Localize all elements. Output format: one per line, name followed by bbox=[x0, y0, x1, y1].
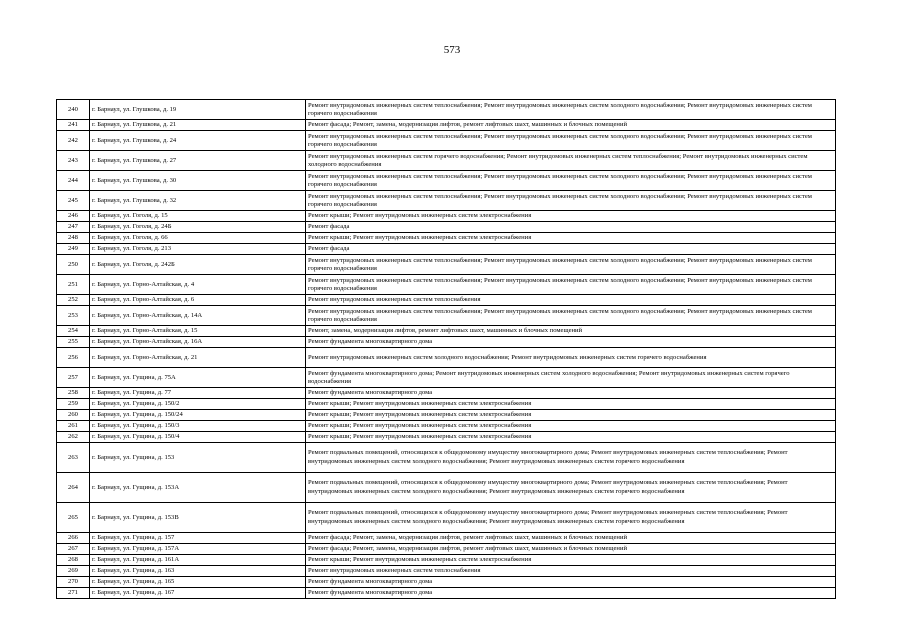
row-works: Ремонт крыши; Ремонт внутридомовых инженерных систем электроснабжения bbox=[306, 421, 836, 432]
row-works: Ремонт фундамента многоквартирного дома bbox=[306, 588, 836, 599]
row-works: Ремонт подвальных помещений, относящихся к общедомовому имуществу многоквартирного дома; Ремонт внутридомовых инженерных систем теплоснабжения; Ремонт внутридомовых инженерных систем холодного водоснабжения; Ремонт внутридомовых инженерных систем горячего водоснабжения bbox=[306, 503, 836, 533]
row-number: 265 bbox=[57, 503, 90, 533]
row-address: г. Барнаул, ул. Горно-Алтайская, д. 6 bbox=[90, 295, 306, 306]
row-works: Ремонт фундамента многоквартирного дома bbox=[306, 337, 836, 348]
row-number: 244 bbox=[57, 171, 90, 191]
row-works: Ремонт крыши; Ремонт внутридомовых инженерных систем электроснабжения bbox=[306, 555, 836, 566]
row-works: Ремонт внутридомовых инженерных систем холодного водоснабжения; Ремонт внутридомовых инженерных систем горячего водоснабжения bbox=[306, 348, 836, 368]
row-address: г. Барнаул, ул. Гущина, д. 150/24 bbox=[90, 410, 306, 421]
table-row bbox=[57, 566, 836, 577]
table-row bbox=[57, 151, 836, 171]
page-number: 573 bbox=[443, 44, 461, 56]
row-works: Ремонт внутридомовых инженерных систем теплоснабжения; Ремонт внутридомовых инженерных систем холодного водоснабжения; Ремонт внутридомовых инженерных систем горячего водоснабжения bbox=[306, 100, 836, 120]
row-number: 247 bbox=[57, 222, 90, 233]
row-number: 271 bbox=[57, 588, 90, 599]
table-row bbox=[57, 410, 836, 421]
row-works: Ремонт крыши; Ремонт внутридомовых инженерных систем электроснабжения bbox=[306, 432, 836, 443]
row-number: 245 bbox=[57, 191, 90, 211]
table-row bbox=[57, 255, 836, 275]
row-number: 264 bbox=[57, 473, 90, 503]
table-row bbox=[57, 555, 836, 566]
table-row bbox=[57, 131, 836, 151]
row-address: г. Барнаул, ул. Гущина, д. 163 bbox=[90, 566, 306, 577]
row-address: г. Барнаул, ул. Глушкова, д. 21 bbox=[90, 120, 306, 131]
table-row bbox=[57, 337, 836, 348]
row-address: г. Барнаул, ул. Глушкова, д. 19 bbox=[90, 100, 306, 120]
row-number: 249 bbox=[57, 244, 90, 255]
row-number: 253 bbox=[57, 306, 90, 326]
row-works: Ремонт крыши; Ремонт внутридомовых инженерных систем электроснабжения bbox=[306, 211, 836, 222]
row-address: г. Барнаул, ул. Глушкова, д. 27 bbox=[90, 151, 306, 171]
row-number: 252 bbox=[57, 295, 90, 306]
row-number: 261 bbox=[57, 421, 90, 432]
table-row bbox=[57, 533, 836, 544]
row-address: г. Барнаул, ул. Горно-Алтайская, д. 15 bbox=[90, 326, 306, 337]
table-row bbox=[57, 326, 836, 337]
row-works: Ремонт крыши; Ремонт внутридомовых инженерных систем электроснабжения bbox=[306, 410, 836, 421]
table-row bbox=[57, 473, 836, 503]
row-works: Ремонт фасада bbox=[306, 244, 836, 255]
table-row bbox=[57, 120, 836, 131]
table-row bbox=[57, 244, 836, 255]
row-works: Ремонт фундамента многоквартирного дома; Ремонт внутридомовых инженерных систем холодного водоснабжения; Ремонт внутридомовых инженерных систем горячего водоснабжения bbox=[306, 368, 836, 388]
row-number: 255 bbox=[57, 337, 90, 348]
row-works: Ремонт крыши; Ремонт внутридомовых инженерных систем электроснабжения bbox=[306, 399, 836, 410]
table-row bbox=[57, 306, 836, 326]
row-number: 259 bbox=[57, 399, 90, 410]
row-address: г. Барнаул, ул. Глушкова, д. 30 bbox=[90, 171, 306, 191]
table-row bbox=[57, 191, 836, 211]
row-works: Ремонт фундамента многоквартирного дома bbox=[306, 388, 836, 399]
row-address: г. Барнаул, ул. Глушкова, д. 32 bbox=[90, 191, 306, 211]
row-works: Ремонт внутридомовых инженерных систем горячего водоснабжения; Ремонт внутридомовых инженерных систем теплоснабжения; Ремонт внутридомовых инженерных систем холодного водоснабжения bbox=[306, 151, 836, 171]
row-number: 266 bbox=[57, 533, 90, 544]
row-works: Ремонт внутридомовых инженерных систем теплоснабжения bbox=[306, 566, 836, 577]
row-address: г. Барнаул, ул. Гущина, д. 153В bbox=[90, 503, 306, 533]
row-number: 246 bbox=[57, 211, 90, 222]
row-number: 256 bbox=[57, 348, 90, 368]
row-number: 267 bbox=[57, 544, 90, 555]
table-row bbox=[57, 295, 836, 306]
row-number: 248 bbox=[57, 233, 90, 244]
table-row bbox=[57, 432, 836, 443]
row-number: 268 bbox=[57, 555, 90, 566]
row-address: г. Барнаул, ул. Гущина, д. 153А bbox=[90, 473, 306, 503]
row-address: г. Барнаул, ул. Гущина, д. 153 bbox=[90, 443, 306, 473]
row-works: Ремонт фундамента многоквартирного дома bbox=[306, 577, 836, 588]
row-number: 243 bbox=[57, 151, 90, 171]
row-address: г. Барнаул, ул. Глушкова, д. 24 bbox=[90, 131, 306, 151]
row-works: Ремонт фасада; Ремонт, замена, модернизация лифтов, ремонт лифтовых шахт, машинных и блочных помещений bbox=[306, 544, 836, 555]
row-number: 250 bbox=[57, 255, 90, 275]
row-address: г. Барнаул, ул. Гущина, д. 150/4 bbox=[90, 432, 306, 443]
table-row bbox=[57, 275, 836, 295]
row-works: Ремонт фасада bbox=[306, 222, 836, 233]
row-number: 263 bbox=[57, 443, 90, 473]
row-works: Ремонт крыши; Ремонт внутридомовых инженерных систем электроснабжения bbox=[306, 233, 836, 244]
row-number: 257 bbox=[57, 368, 90, 388]
table-row bbox=[57, 100, 836, 120]
row-works: Ремонт внутридомовых инженерных систем теплоснабжения; Ремонт внутридомовых инженерных систем холодного водоснабжения; Ремонт внутридомовых инженерных систем горячего водоснабжения bbox=[306, 275, 836, 295]
row-works: Ремонт внутридомовых инженерных систем теплоснабжения; Ремонт внутридомовых инженерных систем холодного водоснабжения; Ремонт внутридомовых инженерных систем горячего водоснабжения bbox=[306, 191, 836, 211]
row-address: г. Барнаул, ул. Гущина, д. 150/3 bbox=[90, 421, 306, 432]
table-row bbox=[57, 211, 836, 222]
row-address: г. Барнаул, ул. Гоголя, д. 24Б bbox=[90, 222, 306, 233]
row-address: г. Барнаул, ул. Горно-Алтайская, д. 14А bbox=[90, 306, 306, 326]
registry-table bbox=[56, 99, 836, 599]
row-number: 251 bbox=[57, 275, 90, 295]
table-row bbox=[57, 577, 836, 588]
row-number: 242 bbox=[57, 131, 90, 151]
row-works: Ремонт подвальных помещений, относящихся к общедомовому имуществу многоквартирного дома; Ремонт внутридомовых инженерных систем теплоснабжения; Ремонт внутридомовых инженерных систем холодного водоснабжения; Ремонт внутридомовых инженерных систем горячего водоснабжения bbox=[306, 443, 836, 473]
row-works: Ремонт внутридомовых инженерных систем теплоснабжения; Ремонт внутридомовых инженерных систем холодного водоснабжения; Ремонт внутридомовых инженерных систем горячего водоснабжения bbox=[306, 255, 836, 275]
row-works: Ремонт фасада; Ремонт, замена, модернизация лифтов, ремонт лифтовых шахт, машинных и блочных помещений bbox=[306, 533, 836, 544]
row-works: Ремонт, замена, модернизация лифтов, ремонт лифтовых шахт, машинных и блочных помещений bbox=[306, 326, 836, 337]
row-address: г. Барнаул, ул. Гоголя, д. 213 bbox=[90, 244, 306, 255]
row-number: 258 bbox=[57, 388, 90, 399]
row-works: Ремонт фасада; Ремонт, замена, модернизация лифтов, ремонт лифтовых шахт, машинных и блочных помещений bbox=[306, 120, 836, 131]
row-address: г. Барнаул, ул. Гоголя, д. 15 bbox=[90, 211, 306, 222]
table-row bbox=[57, 503, 836, 533]
row-number: 262 bbox=[57, 432, 90, 443]
table-row bbox=[57, 233, 836, 244]
table-row bbox=[57, 421, 836, 432]
row-address: г. Барнаул, ул. Гоголя, д. 66 bbox=[90, 233, 306, 244]
row-works: Ремонт внутридомовых инженерных систем теплоснабжения; Ремонт внутридомовых инженерных систем холодного водоснабжения; Ремонт внутридомовых инженерных систем горячего водоснабжения bbox=[306, 131, 836, 151]
row-works: Ремонт внутридомовых инженерных систем теплоснабжения bbox=[306, 295, 836, 306]
table-row bbox=[57, 399, 836, 410]
table-row bbox=[57, 348, 836, 368]
row-address: г. Барнаул, ул. Гущина, д. 165 bbox=[90, 577, 306, 588]
row-number: 270 bbox=[57, 577, 90, 588]
table-row bbox=[57, 368, 836, 388]
table-row bbox=[57, 222, 836, 233]
row-address: г. Барнаул, ул. Гущина, д. 157 bbox=[90, 533, 306, 544]
row-number: 254 bbox=[57, 326, 90, 337]
row-address: г. Барнаул, ул. Горно-Алтайская, д. 21 bbox=[90, 348, 306, 368]
table-row bbox=[57, 443, 836, 473]
row-number: 260 bbox=[57, 410, 90, 421]
row-address: г. Барнаул, ул. Гущина, д. 75А bbox=[90, 368, 306, 388]
table-row bbox=[57, 171, 836, 191]
row-works: Ремонт внутридомовых инженерных систем теплоснабжения; Ремонт внутридомовых инженерных систем холодного водоснабжения; Ремонт внутридомовых инженерных систем горячего водоснабжения bbox=[306, 171, 836, 191]
row-number: 269 bbox=[57, 566, 90, 577]
table-row bbox=[57, 388, 836, 399]
row-number: 240 bbox=[57, 100, 90, 120]
table-row bbox=[57, 544, 836, 555]
row-address: г. Барнаул, ул. Гущина, д. 77 bbox=[90, 388, 306, 399]
table-row bbox=[57, 588, 836, 599]
row-number: 241 bbox=[57, 120, 90, 131]
row-address: г. Барнаул, ул. Гущина, д. 161А bbox=[90, 555, 306, 566]
row-address: г. Барнаул, ул. Горно-Алтайская, д. 16А bbox=[90, 337, 306, 348]
row-address: г. Барнаул, ул. Гущина, д. 167 bbox=[90, 588, 306, 599]
row-address: г. Барнаул, ул. Гущина, д. 150/2 bbox=[90, 399, 306, 410]
row-works: Ремонт внутридомовых инженерных систем теплоснабжения; Ремонт внутридомовых инженерных систем холодного водоснабжения; Ремонт внутридомовых инженерных систем горячего водоснабжения bbox=[306, 306, 836, 326]
row-address: г. Барнаул, ул. Гоголя, д. 242Б bbox=[90, 255, 306, 275]
row-address: г. Барнаул, ул. Горно-Алтайская, д. 4 bbox=[90, 275, 306, 295]
row-works: Ремонт подвальных помещений, относящихся к общедомовому имуществу многоквартирного дома; Ремонт внутридомовых инженерных систем теплоснабжения; Ремонт внутридомовых инженерных систем холодного водоснабжения; Ремонт внутридомовых инженерных систем горячего водоснабжения bbox=[306, 473, 836, 503]
row-address: г. Барнаул, ул. Гущина, д. 157А bbox=[90, 544, 306, 555]
